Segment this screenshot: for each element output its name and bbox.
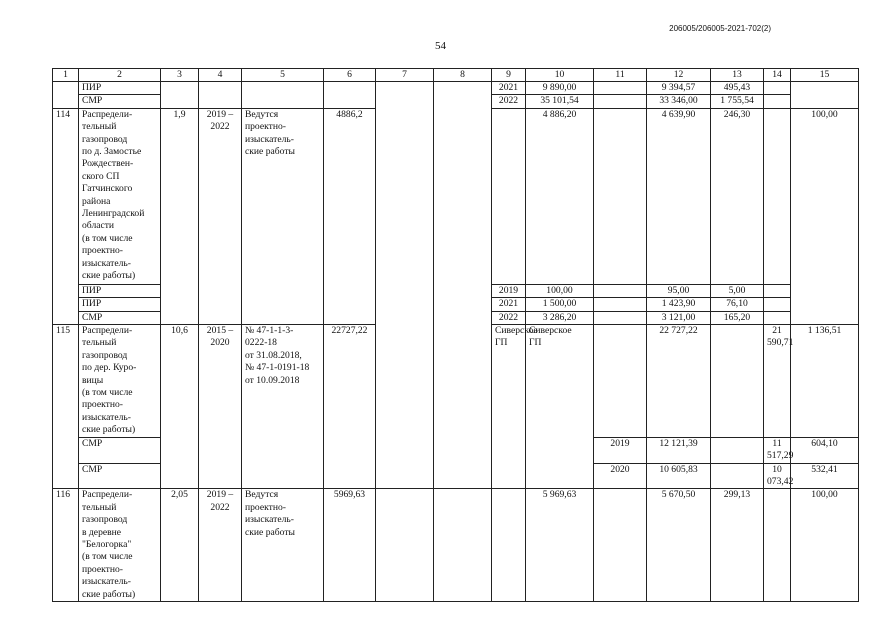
cell: [492, 489, 526, 602]
cell: [711, 437, 764, 463]
cell-value: 100,00: [791, 108, 859, 324]
cell: [376, 82, 434, 489]
header-cell: 3: [161, 69, 199, 82]
cell-value: 4 886,20: [526, 108, 594, 284]
cell: [492, 108, 526, 284]
cell-num: 115: [53, 325, 79, 489]
cell: [594, 298, 647, 311]
cell-value: 3 286,20: [526, 311, 594, 324]
cell-value: 100,00: [791, 489, 859, 602]
cell-label: СМР: [79, 95, 161, 108]
cell-value: 5,00: [711, 284, 764, 297]
page-number: 54: [435, 40, 446, 52]
cell-status: Ведутся проектно- изыскатель- ские работы: [242, 489, 324, 602]
cell-value: 9 394,57: [647, 82, 711, 95]
cell: [764, 298, 791, 311]
cell: [324, 82, 376, 109]
header-cell: 12: [647, 69, 711, 82]
cell-label: СМР: [79, 311, 161, 324]
header-row: [53, 69, 859, 82]
header-cell: 1: [53, 69, 79, 82]
cell-municipality: Сиверское ГП: [492, 325, 526, 489]
cell-label: ПИР: [79, 298, 161, 311]
cell-period: 2019 – 2022: [199, 108, 242, 324]
cell: [594, 325, 647, 438]
cell: [434, 82, 492, 489]
header-cell: 14: [764, 69, 791, 82]
cell-value: 35 101,54: [526, 95, 594, 108]
cell-num: [53, 82, 79, 109]
cell-municipality: Сиверское ГП: [526, 325, 594, 489]
cell-value: 95,00: [647, 284, 711, 297]
cell-value: 33 346,00: [647, 95, 711, 108]
header-cell: 10: [526, 69, 594, 82]
table-row: [53, 489, 859, 602]
cell-label: СМР: [79, 463, 161, 489]
cell-cost: 5969,63: [324, 489, 376, 602]
cell: [161, 82, 199, 109]
cell-year: 2022: [492, 95, 526, 108]
cell: [764, 489, 791, 602]
cell: [199, 82, 242, 109]
cell-label: СМР: [79, 437, 161, 463]
header-cell: 13: [711, 69, 764, 82]
cell: [764, 108, 791, 284]
cell-cost: 4886,2: [324, 108, 376, 324]
cell-value: 1 423,90: [647, 298, 711, 311]
header-cell: 7: [376, 69, 434, 82]
cell: [764, 284, 791, 297]
cell-status: Ведутся проектно- изыскатель- ские работы: [242, 108, 324, 324]
document-number: 206005/206005-2021-702(2): [669, 24, 771, 33]
cell: [711, 463, 764, 489]
cell: [594, 95, 647, 108]
cell: [791, 82, 859, 109]
cell-length: 10,6: [161, 325, 199, 489]
cell-period: 2019 – 2022: [199, 489, 242, 602]
cell-value: 22 727,22: [647, 325, 711, 438]
cell: [764, 82, 791, 95]
cell-value: 604,10: [791, 437, 859, 463]
header-cell: 6: [324, 69, 376, 82]
cell-value: 165,20: [711, 311, 764, 324]
cell-value: 100,00: [526, 284, 594, 297]
cell: [434, 489, 492, 602]
cell-value: 3 121,00: [647, 311, 711, 324]
cell-label: ПИР: [79, 284, 161, 297]
cell-value: 21 590,71: [764, 325, 791, 438]
header-cell: 2: [79, 69, 161, 82]
cell-label: ПИР: [79, 82, 161, 95]
cell-value: 532,41: [791, 463, 859, 489]
cell-value: 5 969,63: [526, 489, 594, 602]
cell-length: 1,9: [161, 108, 199, 324]
cell: [594, 284, 647, 297]
cell-value: 4 639,90: [647, 108, 711, 284]
header-cell: 11: [594, 69, 647, 82]
header-cell: 5: [242, 69, 324, 82]
cell-value: 11 517,29: [764, 437, 791, 463]
cell-period: 2015 – 2020: [199, 325, 242, 489]
cell-name: Распредели- тельный газопровод по д. Замостье Рождествен- ского СП Гатчинского района Ленинградской области (в том числе проектно- изыскатель- ские работы): [79, 108, 161, 284]
cell-name: Распредели- тельный газопровод по дер. Куро- вицы (в том числе проектно- изыскатель- ские работы): [79, 325, 161, 438]
cell-year: 2019: [594, 437, 647, 463]
cell-year: 2021: [492, 82, 526, 95]
header-cell: 9: [492, 69, 526, 82]
cell-cost: 22727,22: [324, 325, 376, 489]
table-row: [53, 82, 859, 95]
cell-value: 1 500,00: [526, 298, 594, 311]
cell-value: 1 136,51: [791, 325, 859, 438]
cell: [594, 82, 647, 95]
cell: [764, 311, 791, 324]
cell-value: 10 073,42: [764, 463, 791, 489]
cell-value: 9 890,00: [526, 82, 594, 95]
cell-year: 2020: [594, 463, 647, 489]
cell-value: 495,43: [711, 82, 764, 95]
cell-year: 2019: [492, 284, 526, 297]
cell: [594, 489, 647, 602]
cell-value: 10 605,83: [647, 463, 711, 489]
cell-length: 2,05: [161, 489, 199, 602]
cell: [242, 82, 324, 109]
cell-value: 299,13: [711, 489, 764, 602]
cell-num: 116: [53, 489, 79, 602]
cell-value: 246,30: [711, 108, 764, 284]
header-cell: 8: [434, 69, 492, 82]
cell-value: 76,10: [711, 298, 764, 311]
cell: [711, 325, 764, 438]
cell: [594, 108, 647, 284]
cell: [594, 311, 647, 324]
cell-year: 2022: [492, 311, 526, 324]
cell-value: 1 755,54: [711, 95, 764, 108]
cell: [376, 489, 434, 602]
cell-value: 12 121,39: [647, 437, 711, 463]
cell-year: 2021: [492, 298, 526, 311]
cell-status: № 47-1-1-3- 0222-18 от 31.08.2018, № 47-1-0191-18 от 10.09.2018: [242, 325, 324, 489]
cell-value: 5 670,50: [647, 489, 711, 602]
cell-name: Распредели- тельный газопровод в деревне "Белогорка" (в том числе проектно- изыскатель- ские работы): [79, 489, 161, 602]
header-cell: 4: [199, 69, 242, 82]
header-cell: 15: [791, 69, 859, 82]
investment-table: [52, 68, 859, 602]
cell: [764, 95, 791, 108]
cell-num: 114: [53, 108, 79, 324]
